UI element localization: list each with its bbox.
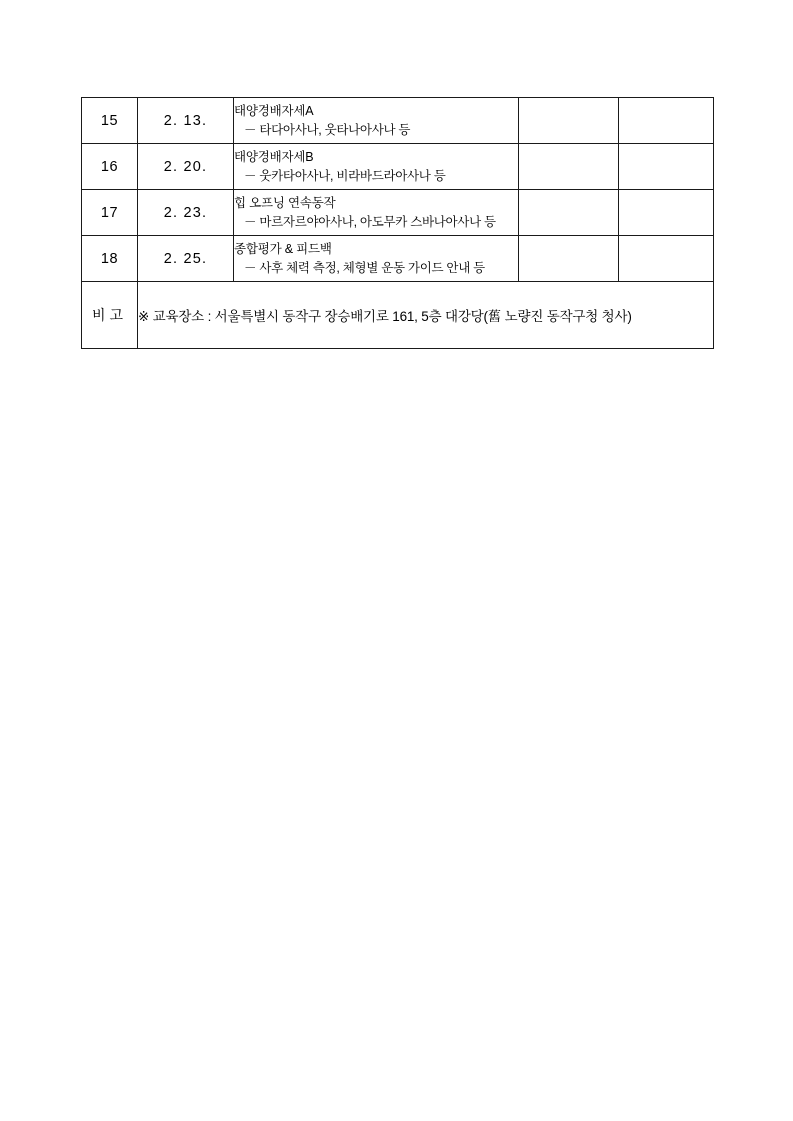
- row-extra-2: [619, 236, 714, 282]
- row-topic: [234, 144, 519, 190]
- schedule-table: [81, 97, 714, 349]
- topic-subtitle: － 웃카타아사나, 비라바드라아사나 등: [244, 168, 446, 183]
- row-number: 15: [82, 98, 138, 144]
- topic-title: 태양경배자세B: [234, 150, 314, 165]
- row-date: 2. 13.: [138, 98, 234, 144]
- row-extra-2: [619, 144, 714, 190]
- table-row: [82, 190, 714, 236]
- table-row: [82, 98, 714, 144]
- row-extra-1: [519, 236, 619, 282]
- row-topic: [234, 98, 519, 144]
- row-topic: [234, 190, 519, 236]
- topic-title: 힙 오프닝 연속동작: [234, 196, 336, 211]
- row-date: 2. 23.: [138, 190, 234, 236]
- row-number: 17: [82, 190, 138, 236]
- topic-subtitle: － 타다아사나, 웃타나아사나 등: [244, 122, 411, 137]
- row-extra-2: [619, 190, 714, 236]
- note-label: 비고: [82, 282, 138, 349]
- row-number: 18: [82, 236, 138, 282]
- topic-subtitle: － 사후 체력 측정, 체형별 운동 가이드 안내 등: [244, 260, 485, 275]
- topic-title: 종합평가 & 피드백: [234, 242, 332, 257]
- row-date: 2. 25.: [138, 236, 234, 282]
- note-row: [82, 282, 714, 349]
- topic-subtitle: － 마르자르야아사나, 아도무카 스바나아사나 등: [244, 214, 496, 229]
- row-date: 2. 20.: [138, 144, 234, 190]
- table-row: [82, 236, 714, 282]
- row-extra-1: [519, 144, 619, 190]
- row-extra-1: [519, 190, 619, 236]
- row-extra-2: [619, 98, 714, 144]
- row-number: 16: [82, 144, 138, 190]
- row-topic: [234, 236, 519, 282]
- topic-title: 태양경배자세A: [234, 104, 314, 119]
- table-row: [82, 144, 714, 190]
- row-extra-1: [519, 98, 619, 144]
- note-text: ※ 교육장소 : 서울특별시 동작구 장승배기로 161, 5층 대강당(舊 노량진 동작구청 청사): [138, 282, 714, 349]
